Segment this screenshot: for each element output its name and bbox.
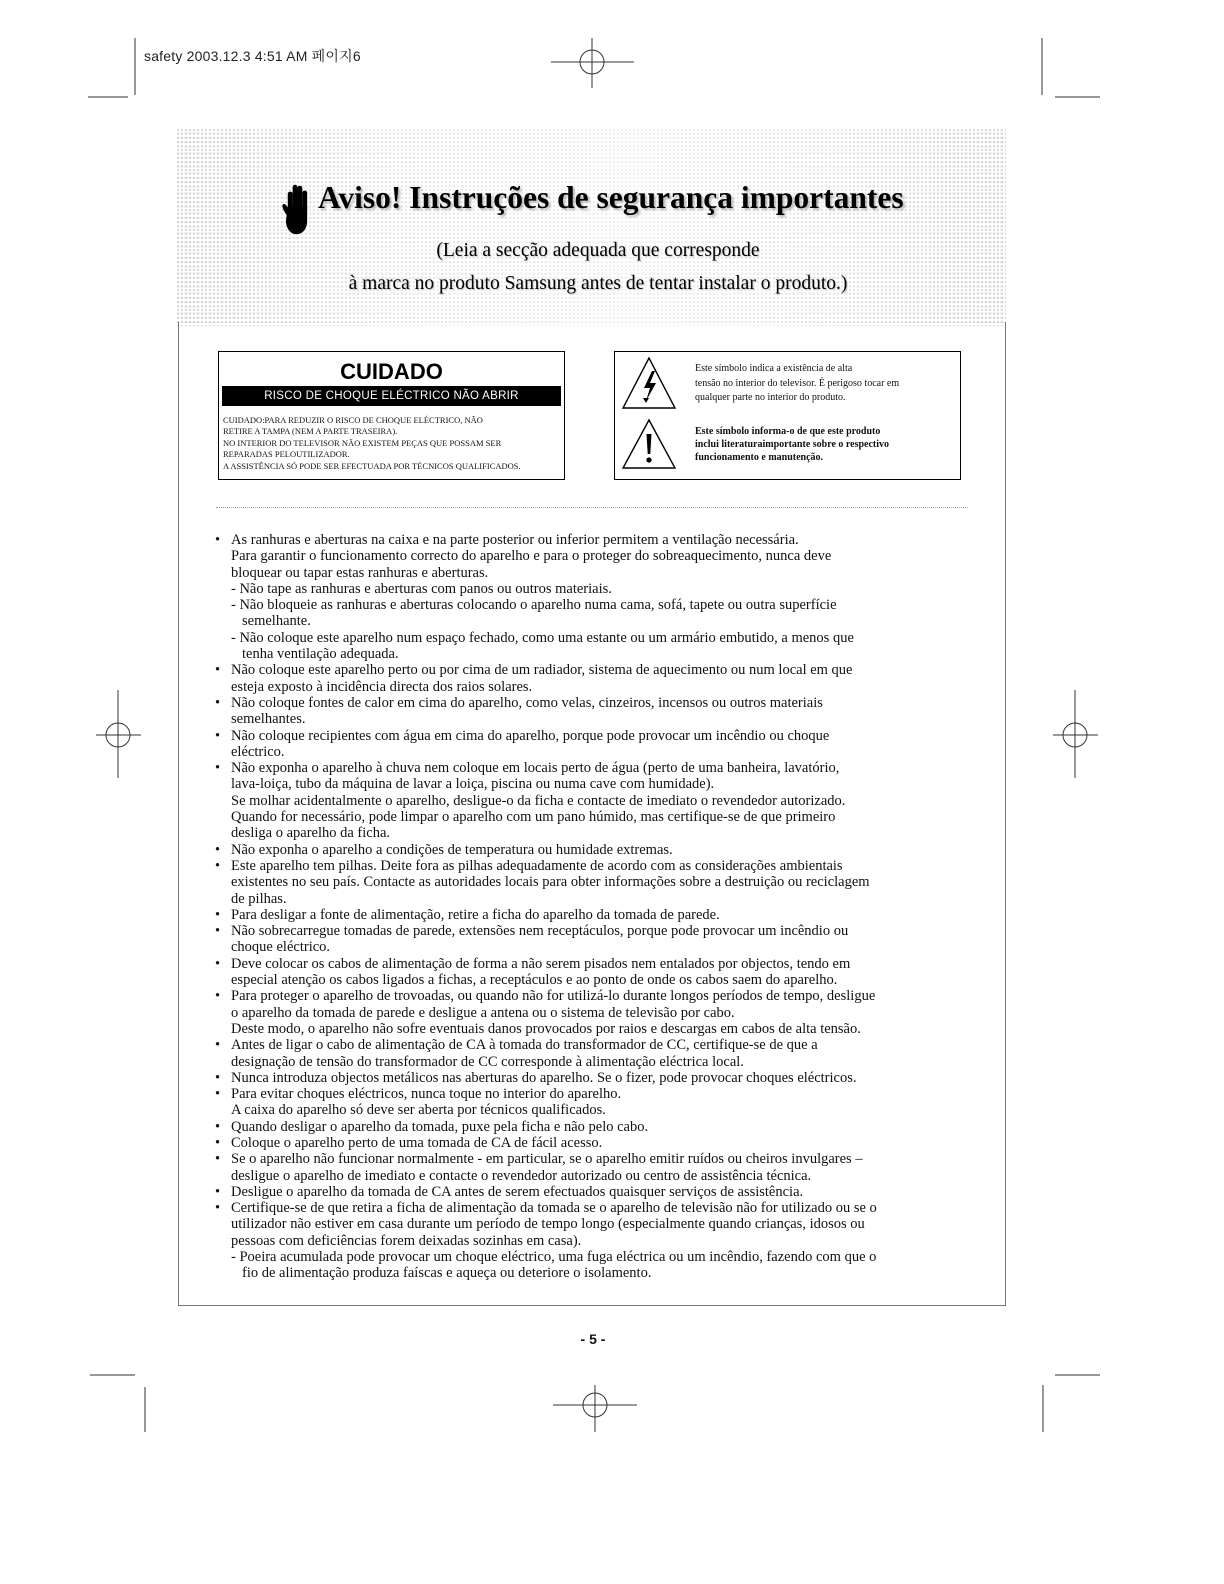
- list-item-line: especial atenção os cabos ligados a fichas, a receptáculos e ao ponto de onde os cabos saem do aparelho.: [231, 972, 838, 989]
- caution-banner: RISCO DE CHOQUE ELÉCTRICO NÃO ABRIR: [222, 386, 561, 406]
- list-item-line: • Não exponha o aparelho a condições de temperatura ou humidade extremas.: [231, 841, 673, 858]
- list-item-line: • Desligue o aparelho da tomada de CA antes de serem efectuados quaisquer serviços de assistência.: [231, 1183, 804, 1200]
- list-item: [231, 662, 877, 695]
- list-item-line: • Antes de ligar o cabo de alimentação de CA à tomada do transformador de CC, certifique-se de que a: [231, 1037, 818, 1054]
- list-item-line: • Este aparelho tem pilhas. Deite fora as pilhas adequadamente de acordo com as considerações ambientais: [231, 857, 843, 874]
- symbol-text-line: tensão no interior do televisor. É perigoso tocar em: [695, 377, 900, 389]
- page-subtitle: [300, 234, 896, 300]
- list-item-line: • Coloque o aparelho perto de uma tomada de CA de fácil acesso.: [231, 1134, 603, 1151]
- list-item-line: • Para proteger o aparelho de trovoadas, ou quando não for utilizá-lo durante longos períodos de tempo, desligue: [231, 988, 876, 1005]
- hand-stop-icon: [281, 182, 312, 236]
- list-item: [231, 1184, 877, 1200]
- list-item-line: de pilhas.: [231, 890, 287, 907]
- caution-text: [223, 415, 521, 472]
- caution-label: [218, 351, 565, 480]
- list-item-line: lava-loiça, tubo da máquina de lavar a loiça, piscina ou numa cave com humidade).: [231, 776, 715, 793]
- list-item-line: Quando for necessário, pode limpar o aparelho com um pano húmido, mas certifique-se de que primeiro: [231, 809, 836, 826]
- list-item-line: • Se o aparelho não funcionar normalmente - em particular, se o aparelho emitir ruídos ou cheiros invulgares –: [231, 1151, 863, 1168]
- caution-text-line: RETIRE A TAMPA (NEM A PARTE TRASEIRA).: [223, 426, 398, 437]
- list-item-line: designação de tensão do transformador de CC corresponde à alimentação eléctrica local.: [231, 1053, 744, 1070]
- list-item-line: • Nunca introduza objectos metálicos nas aberturas do aparelho. Se o fizer, pode provocar choques eléctricos.: [231, 1069, 857, 1086]
- subtitle-line: à marca no produto Samsung antes de tentar instalar o produto.): [348, 273, 848, 294]
- list-item: [231, 1086, 877, 1119]
- list-item-line: • Não coloque fontes de calor em cima do aparelho, como velas, cinzeiros, incensos ou outros materiais: [231, 694, 823, 711]
- list-item-line: desligue o aparelho de imediato e contacte o revendedor autorizado ou centro de assistência técnica.: [231, 1167, 812, 1184]
- list-item-line: • Deve colocar os cabos de alimentação de forma a não serem pisados nem entalados por objectos, tendo em: [231, 955, 851, 972]
- list-item: [231, 842, 877, 858]
- list-item-line: semelhantes.: [231, 711, 306, 728]
- lightning-warning-icon: [621, 356, 677, 410]
- list-item: [231, 695, 877, 728]
- list-item-line: Deste modo, o aparelho não sofre eventuais danos provocados por raios e descargas em cabos de alta tensão.: [231, 1020, 861, 1037]
- list-item-line: utilizador não estiver em casa durante um período de tempo longo (especialmente quando crianças, idosos ou: [231, 1216, 865, 1233]
- list-item-line: • Não sobrecarregue tomadas de parede, extensões nem receptáculos, porque pode provocar um incêndio ou: [231, 923, 849, 940]
- list-item: [231, 532, 877, 662]
- symbol-text-line: inclui literaturaimportante sobre o respectivo: [695, 439, 890, 450]
- list-item-line: eléctrico.: [231, 743, 285, 760]
- lightning-symbol-text: [695, 362, 899, 406]
- list-item-line: • Não coloque este aparelho perto ou por cima de um radiador, sistema de aquecimento ou num local em que: [231, 662, 853, 679]
- list-item-line: A caixa do aparelho só deve ser aberta por técnicos qualificados.: [231, 1102, 606, 1119]
- divider: [216, 507, 968, 508]
- list-item-line: • Não coloque recipientes com água em cima do aparelho, porque pode provocar um incêndio ou choque: [231, 727, 830, 744]
- list-item: [231, 988, 877, 1037]
- page-number: - 5 -: [580, 1331, 606, 1347]
- sub-item: [231, 1249, 877, 1282]
- crop-line-top-left: [88, 38, 135, 97]
- exclamation-warning-icon: [621, 418, 677, 470]
- list-item: [231, 760, 877, 841]
- crop-line-top-right: [1042, 38, 1100, 97]
- list-item-line: desliga o aparelho da ficha.: [231, 825, 391, 842]
- list-item: [231, 1135, 877, 1151]
- caution-title: CUIDADO: [340, 359, 443, 384]
- registration-mark-right: [1053, 690, 1098, 778]
- sub-item: [231, 630, 877, 663]
- registration-mark-top: [551, 38, 634, 88]
- list-item: [231, 1070, 877, 1086]
- list-item: [231, 956, 877, 989]
- list-item-line: • Quando desligar o aparelho da tomada, puxe pela ficha e não pelo cabo.: [231, 1118, 649, 1135]
- sub-item-line: tenha ventilação adequada.: [242, 646, 399, 663]
- list-item-line: choque eléctrico.: [231, 939, 331, 956]
- caution-text-line: NO INTERIOR DO TELEVISOR NÃO EXISTEM PEÇAS QUE POSSAM SER: [223, 437, 502, 448]
- list-item: [231, 907, 877, 923]
- list-item-line: • Certifique-se de que retira a ficha de alimentação da tomada se o aparelho de televisão não for utilizado ou se o: [231, 1200, 877, 1217]
- page-title: Aviso! Instruções de segurança importantes: [318, 180, 904, 215]
- exclamation-symbol-text: [695, 425, 889, 464]
- list-item: [231, 1037, 877, 1070]
- list-item-line: • Não exponha o aparelho à chuva nem coloque em locais perto de água (perto de uma banheira, lavatório,: [231, 760, 840, 777]
- subtitle-line: (Leia a secção adequada que corresponde: [436, 240, 760, 261]
- sub-item-line: fio de alimentação produza faíscas e aqueça ou deteriore o isolamento.: [242, 1265, 652, 1282]
- sub-item: [231, 597, 877, 630]
- list-item-line: • As ranhuras e aberturas na caixa e na parte posterior ou inferior permitem a ventilação necessária.: [231, 532, 799, 548]
- sub-item-line: - Não coloque este aparelho num espaço fechado, como uma estante ou um armário embutido, a menos que: [231, 629, 854, 646]
- list-item-line: • Para desligar a fonte de alimentação, retire a ficha do aparelho da tomada de parede.: [231, 906, 720, 923]
- list-item-line: pessoas com deficiências forem deixadas sozinhas em casa).: [231, 1232, 582, 1249]
- symbol-text-line: qualquer parte no interior do produto.: [695, 392, 846, 403]
- caution-text-line: CUIDADO:PARA REDUZIR O RISCO DE CHOQUE ELÉCTRICO, NÃO: [223, 415, 483, 425]
- crop-line-bottom-right: [1043, 1375, 1100, 1432]
- list-item: [231, 1200, 877, 1281]
- caution-text-line: A ASSISTÊNCIA SÓ PODE SER EFECTUADA POR TÉCNICOS QUALIFICADOS.: [223, 460, 521, 471]
- registration-mark-bottom: [553, 1385, 637, 1432]
- sub-item: [231, 581, 877, 597]
- list-item: [231, 923, 877, 956]
- sub-item-line: - Poeira acumulada pode provocar um choque eléctrico, uma fuga eléctrica ou um incêndio, fazendo com que o: [231, 1249, 877, 1266]
- list-item: [231, 1119, 877, 1135]
- print-slug: safety 2003.12.3 4:51 AM 페이지6: [144, 48, 361, 64]
- list-item-line: bloquear ou tapar estas ranhuras e aberturas.: [231, 564, 489, 581]
- symbol-text-line: Este símbolo indica a existência de alta: [695, 363, 853, 374]
- sub-item-line: - Não bloqueie as ranhuras e aberturas colocando o aparelho numa cama, sofá, tapete ou outra superfície: [231, 597, 837, 614]
- list-item-line: Se molhar acidentalmente o aparelho, desligue-o da ficha e contacte de imediato o revendedor autorizado.: [231, 792, 846, 809]
- symbol-text-line: Este símbolo informa-o de que este produto: [695, 426, 881, 437]
- list-item: [231, 858, 877, 907]
- safety-list: [231, 532, 877, 1282]
- list-item-line: esteja exposto à incidência directa dos raios solares.: [231, 678, 533, 695]
- crop-line-bottom-left: [90, 1375, 145, 1432]
- symbol-text-line: funcionamento e manutenção.: [695, 452, 824, 463]
- list-item-line: Para garantir o funcionamento correcto do aparelho e para o proteger do sobreaquecimento, nunca deve: [231, 548, 832, 565]
- sub-item-line: semelhante.: [242, 613, 311, 630]
- list-item: [231, 728, 877, 761]
- registration-mark-left: [96, 690, 141, 778]
- sub-item-line: - Não tape as ranhuras e aberturas com panos ou outros materiais.: [231, 580, 612, 597]
- list-item: [231, 1151, 877, 1184]
- list-item-line: o aparelho da tomada de parede e desligue a antena ou o sistema de televisão por cabo.: [231, 1004, 735, 1021]
- list-item-line: existentes no seu país. Contacte as autoridades locais para obter informações sobre a destruição ou reciclagem: [231, 874, 870, 891]
- caution-text-line: REPARADAS PELOUTILIZADOR.: [223, 449, 350, 460]
- symbols-legend: [614, 351, 961, 480]
- list-item-line: • Para evitar choques eléctricos, nunca toque no interior do aparelho.: [231, 1086, 622, 1103]
